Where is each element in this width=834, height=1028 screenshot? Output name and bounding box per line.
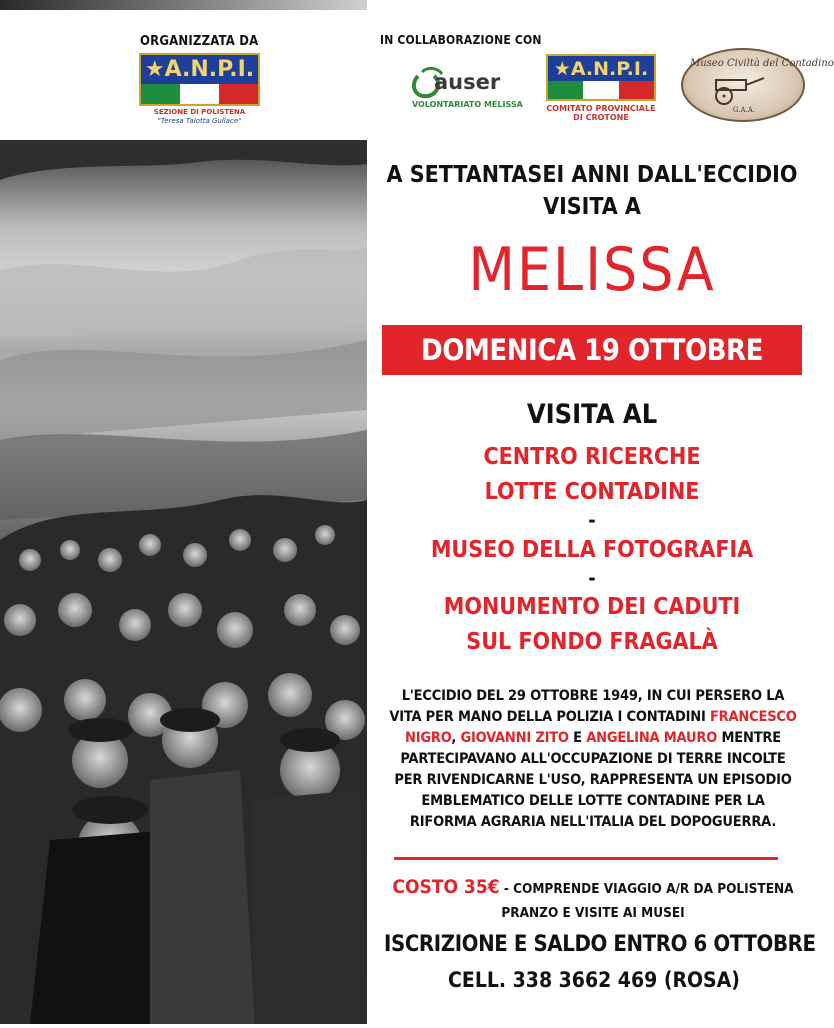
- anpi-crotone-caption: [536, 104, 666, 122]
- museo-sub: G.A.A.: [732, 106, 756, 114]
- program-separator: -: [588, 508, 596, 532]
- description-part2: MENTRE PARTECIPAVANO ALL'OCCUPAZIONE DI TERRE INCOLTE PER RIVENDICARNE L'USO, RAPPRESENTA UN EPISODIO EMBLEMATICO DELLE LOTTE CONTADINE PER LA RIFORMA AGRARIA NELL'ITALIA DEL DOPOGUERRA.: [394, 730, 792, 830]
- program-separator: -: [588, 566, 596, 590]
- divider: [394, 857, 778, 860]
- anpi-crotone-caption-line1: COMITATO PROVINCIALE: [546, 104, 656, 113]
- victim-name-3: ANGELINA MAURO: [586, 730, 718, 746]
- crowd-photo-image: [0, 140, 367, 1024]
- description-sep1: ,: [451, 730, 461, 746]
- program-item-3-line2: SUL FONDO FRAGALÀ: [466, 629, 718, 655]
- cost-label: COSTO 35€: [392, 876, 500, 898]
- program-heading: VISITA AL: [526, 399, 658, 430]
- flag-icon: [548, 81, 654, 99]
- description-paragraph: [388, 686, 798, 833]
- program-item-1-line2: LOTTE CONTADINE: [484, 479, 700, 505]
- anpi-crotone-caption-line2: DI CROTONE: [573, 113, 629, 122]
- program-item-2: MUSEO DELLA FOTOGRAFIA: [430, 537, 754, 563]
- victim-name-1: FRANCESCO NIGRO: [405, 709, 797, 746]
- description-part1: L'ECCIDIO DEL 29 OTTOBRE 1949, IN CUI PERSERO LA VITA PER MANO DELLA POLIZIA I CONTADINI: [389, 688, 785, 725]
- header: [0, 0, 834, 140]
- cost-line: [388, 876, 798, 898]
- anpi-name: A.N.P.I.: [570, 58, 649, 80]
- anpi-caption-line2: "Teresa Talotta Gullace": [157, 117, 242, 125]
- historical-photo: [0, 140, 367, 1024]
- flag-icon: [141, 84, 258, 104]
- victim-name-2: GIOVANNI ZITO: [460, 730, 569, 746]
- cart-icon: [708, 74, 768, 106]
- anpi-caption-line1: SEZIONE DI POLISTENA: [153, 108, 246, 116]
- auser-name: auser: [434, 70, 501, 94]
- description-sep2: E: [568, 730, 587, 746]
- registration-deadline: ISCRIZIONE E SALDO ENTRO 6 OTTOBRE: [384, 932, 816, 957]
- star-icon: ★: [553, 58, 571, 80]
- anpi-polistena-caption: [139, 108, 260, 126]
- event-date: DOMENICA 19 OTTOBRE 2025: [421, 333, 763, 405]
- program-item-3-line1: MONUMENTO DEI CADUTI: [443, 594, 741, 620]
- auser-subtitle: VOLONTARIATO MELISSA: [412, 100, 523, 109]
- anpi-name: A.N.P.I.: [164, 57, 255, 82]
- anpi-polistena-logo: [139, 53, 260, 106]
- cost-detail-1: - COMPRENDE VIAGGIO A/R DA POLISTENA: [499, 881, 794, 897]
- event-title: MELISSA: [468, 235, 716, 305]
- museo-name: Museo Civiltà del Contadino: [690, 58, 834, 69]
- cost-detail-2: PRANZO E VISITE AI MUSEI: [501, 905, 685, 921]
- star-icon: ★: [144, 57, 165, 82]
- program-item-1-line1: CENTRO RICERCHE: [483, 444, 701, 470]
- photo-strip: [0, 0, 367, 10]
- organizzata-label: ORGANIZZATA DA: [140, 34, 259, 49]
- event-intro-line1: A SETTANTASEI ANNI DALL'ECCIDIO: [386, 162, 798, 188]
- event-intro-line2: VISITA A: [543, 194, 641, 220]
- anpi-crotone-logo: [546, 54, 656, 101]
- collab-label: IN COLLABORAZIONE CON: [380, 33, 542, 47]
- contact-phone: CELL. 338 3662 469 (ROSA): [448, 968, 740, 992]
